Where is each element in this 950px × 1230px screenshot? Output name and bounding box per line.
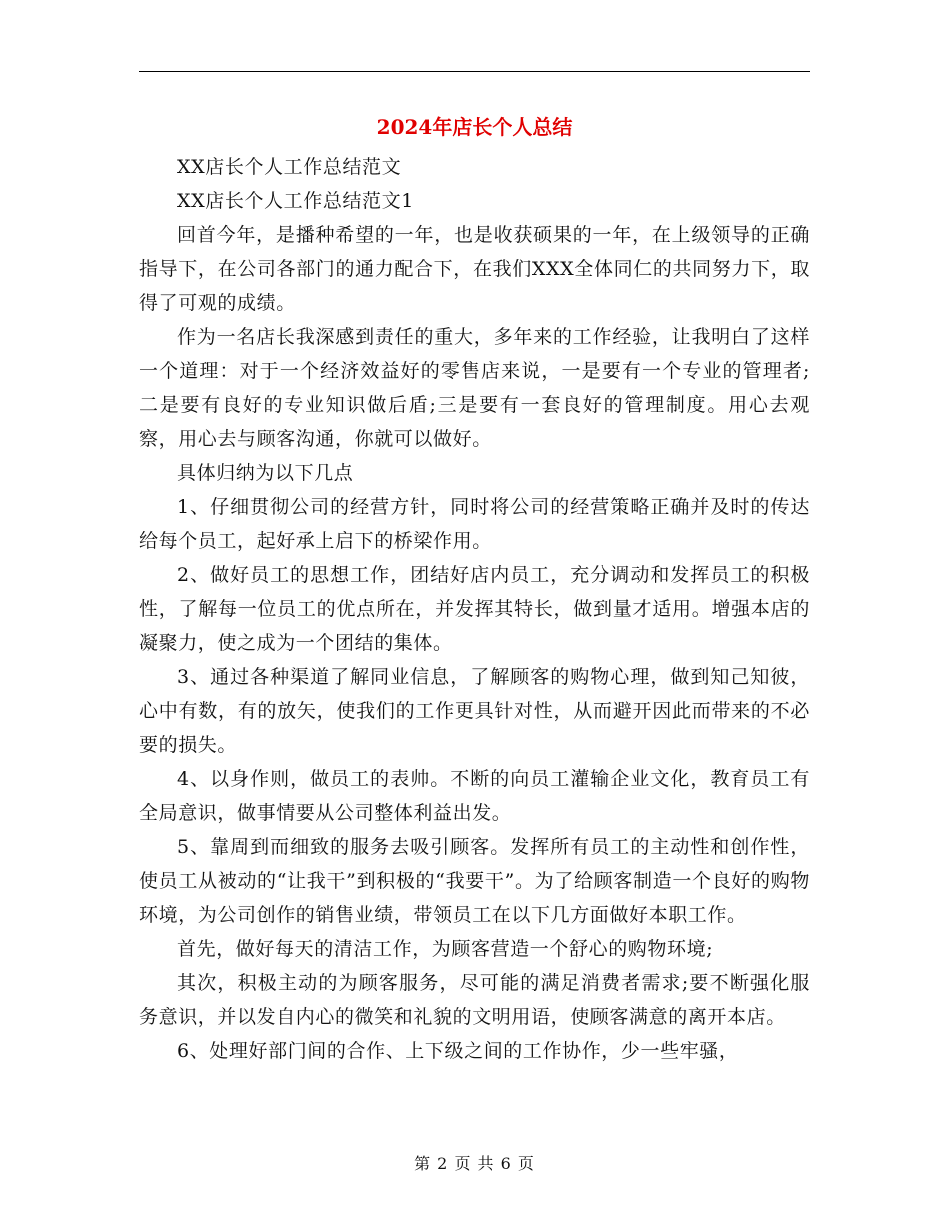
page-number: 第 2 页 共 6 页	[414, 1154, 535, 1173]
list-item: 1、仔细贯彻公司的经营方针，同时将公司的经营策略正确并及时的传达给每个员工，起好承上启下的桥梁作用。	[139, 496, 810, 552]
page-footer	[139, 1152, 810, 1176]
paragraph-subheading: XX店长个人工作总结范文1	[177, 190, 414, 212]
paragraph: 其次，积极主动的为顾客服务，尽可能的满足消费者需求;要不断强化服务意识，并以发自内心的微笑和礼貌的文明用语，使顾客满意的离开本店。	[139, 972, 810, 1028]
list-item: 5、靠周到而细致的服务去吸引顾客。发挥所有员工的主动性和创作性，使员工从被动的“让我干”到积极的“我要干”。为了给顾客制造一个良好的购物环境，为公司创作的销售业绩，带领员工在以下几方面做好本职工作。	[139, 836, 810, 926]
paragraph: 具体归纳为以下几点	[177, 462, 354, 484]
paragraph: 作为一名店长我深感到责任的重大，多年来的工作经验，让我明白了这样一个道理：对于一个经济效益好的零售店来说，一是要有一个专业的管理者;二是要有良好的专业知识做后盾;三是要有一套良好的管理制度。用心去观察，用心去与顾客沟通，你就可以做好。	[139, 326, 810, 450]
paragraph: 首先，做好每天的清洁工作，为顾客营造一个舒心的购物环境;	[177, 938, 714, 960]
header-rule	[139, 71, 810, 72]
list-item: 2、做好员工的思想工作，团结好店内员工，充分调动和发挥员工的积极性，了解每一位员工的优点所在，并发挥其特长，做到量才适用。增强本店的凝聚力，使之成为一个团结的集体。	[139, 564, 810, 654]
document-title: 2024年店长个人总结	[376, 115, 573, 139]
list-item: 6、处理好部门间的合作、上下级之间的工作协作，少一些牢骚，	[177, 1040, 739, 1062]
document-body	[139, 150, 810, 1068]
list-item: 3、通过各种渠道了解同业信息，了解顾客的购物心理，做到知己知彼，心中有数，有的放矢，使我们的工作更具针对性，从而避开因此而带来的不必要的损失。	[139, 666, 810, 756]
list-item: 4、以身作则，做员工的表帅。不断的向员工灌输企业文化，教育员工有全局意识，做事情要从公司整体利益出发。	[139, 768, 810, 824]
paragraph-heading: XX店长个人工作总结范文	[177, 156, 402, 178]
paragraph: 回首今年，是播种希望的一年，也是收获硕果的一年，在上级领导的正确指导下，在公司各部门的通力配合下，在我们XXX全体同仁的共同努力下，取得了可观的成绩。	[139, 224, 810, 314]
